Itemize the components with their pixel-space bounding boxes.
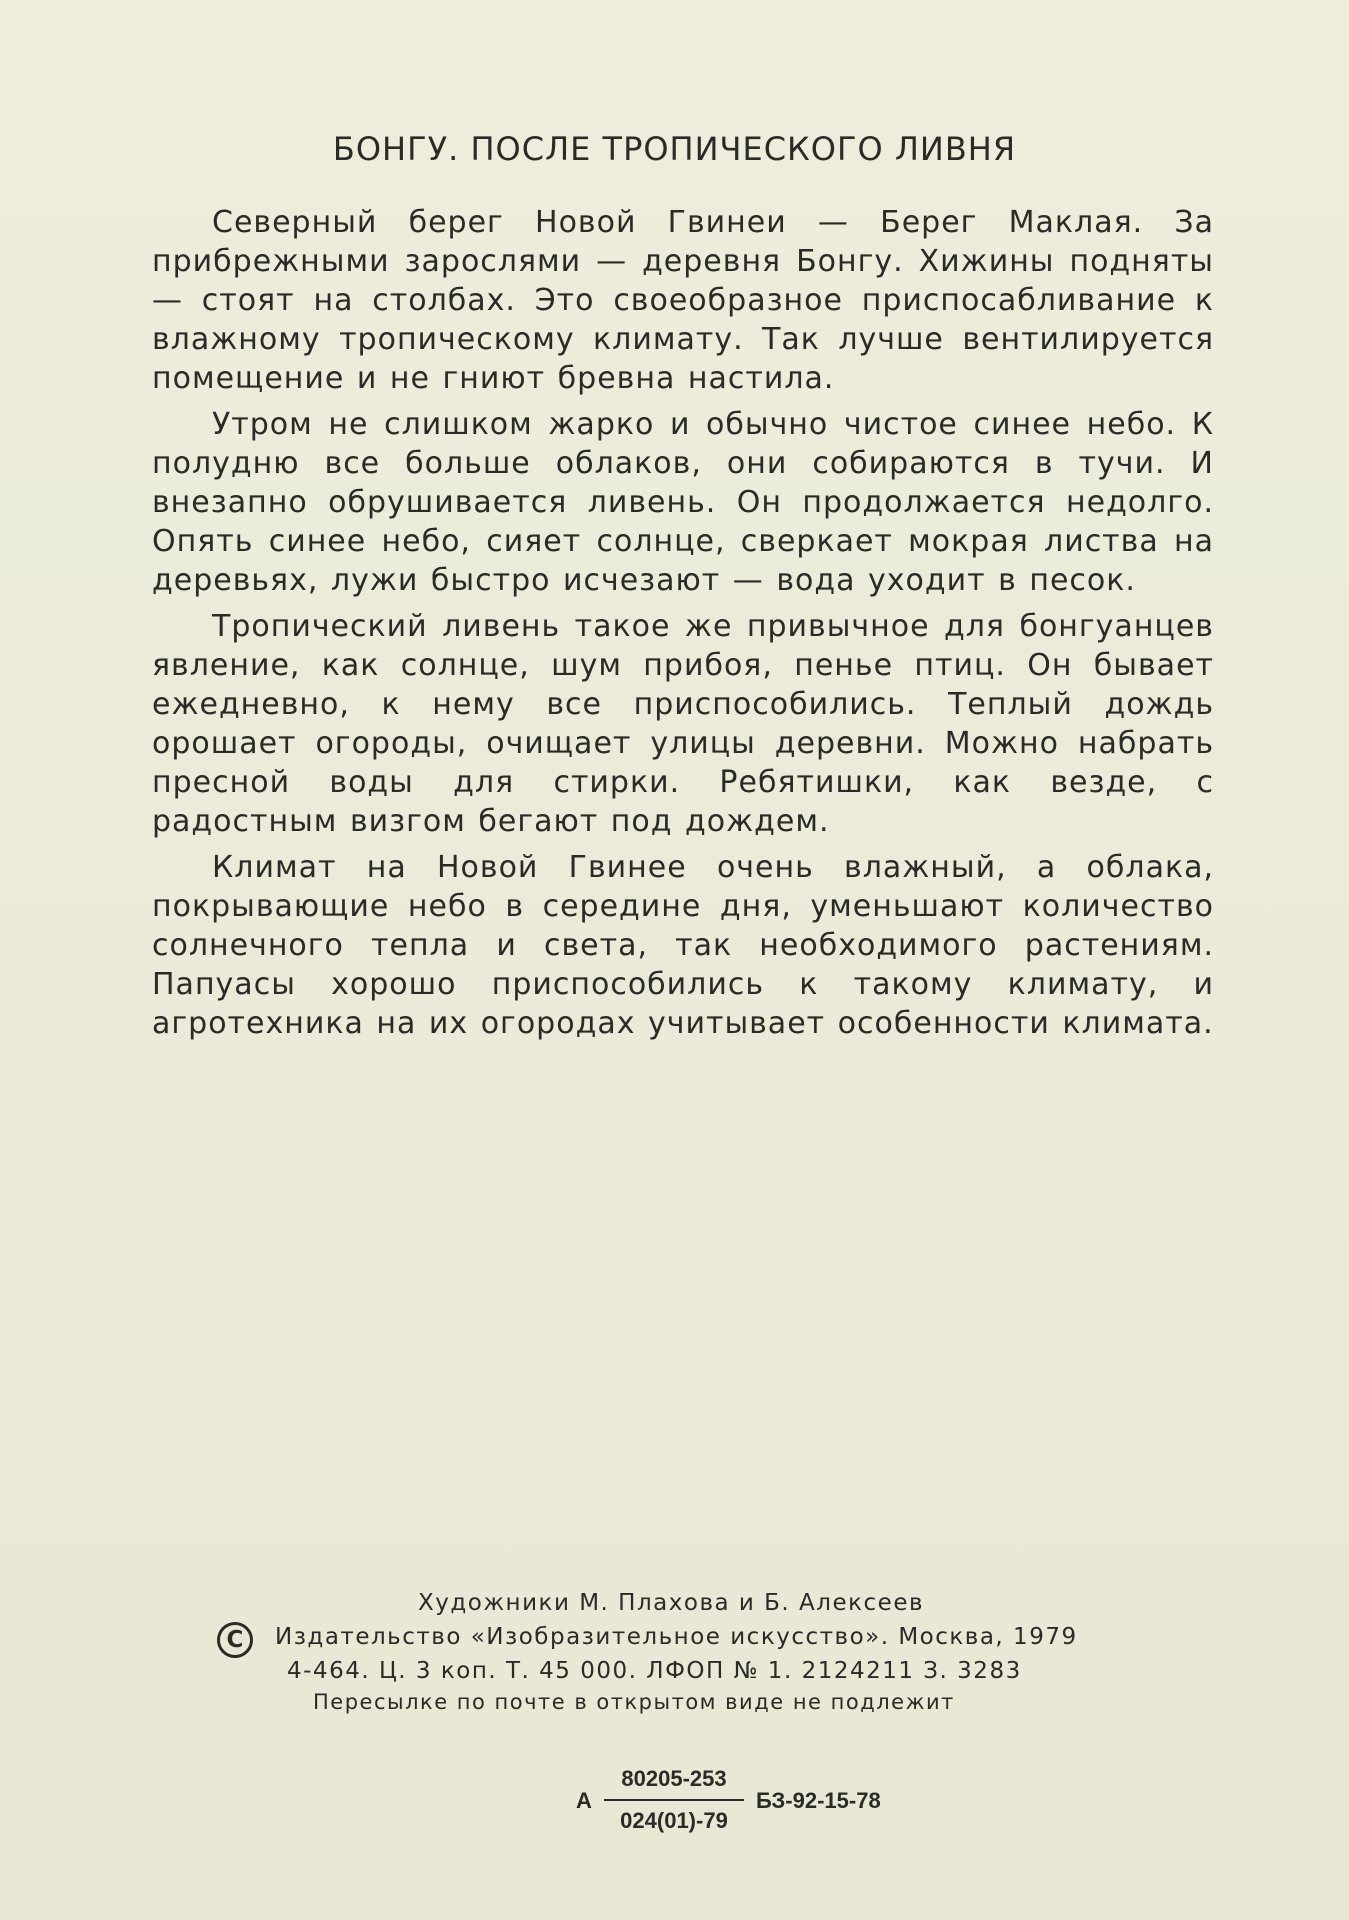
- paragraph-2: Утром не слишком жарко и обычно чистое синее небо. К полудню все больше облаков, они собираются в тучи. И внезапно обрушивается ливень. Он продолжается недолго. Опять синее небо, сияет солнце, сверкает мокрая листва на деревьях, лужи быстро исчезают — вода уходит в песок.: [152, 407, 1214, 598]
- publisher-line: Издательство «Изобразительное искусство». Москва, 1979: [275, 1624, 1078, 1650]
- page-title: БОНГУ. ПОСЛЕ ТРОПИЧЕСКОГО ЛИВНЯ: [332, 130, 1017, 168]
- paragraph-1: Северный берег Новой Гвинеи — Берег Маклая. За прибрежными зарослями — деревня Бонгу. Хижины подняты — стоят на столбах. Это своеобразное приспосабливание к влажному тропическому климату. Так лучше вентилируется помещение и не гниют бревна настила.: [152, 205, 1214, 396]
- paragraph-3: Тропический ливень такое же привычное для бонгуанцев явление, как солнце, шум прибоя, пенье птиц. Он бывает ежедневно, к нему все приспособились. Теплый дождь орошает огороды, очищает улицы деревни. Можно набрать пресной воды для стирки. Ребятишки, как везде, с радостным визгом бегают под дождем.: [152, 609, 1214, 839]
- catalog-code: [0, 1766, 1349, 1846]
- artists-credit: Художники М. Плахова и Б. Алексеев: [418, 1590, 925, 1616]
- catalog-code-denominator: 024(01)-79: [620, 1808, 728, 1833]
- article-body: [152, 203, 1214, 1043]
- print-info-line: 4-464. Ц. 3 коп. Т. 45 000. ЛФОП № 1. 2124211 З. 3283: [287, 1658, 1022, 1684]
- copyright-icon: C: [217, 1622, 253, 1658]
- postal-note: Пересылке по почте в открытом виде не подлежит: [313, 1690, 955, 1714]
- fraction-bar: [604, 1799, 744, 1801]
- catalog-code-numerator: 80205-253: [621, 1766, 727, 1791]
- catalog-code-suffix: БЗ-92-15-78: [756, 1788, 881, 1813]
- catalog-code-letter: А: [576, 1788, 592, 1813]
- paragraph-4: Климат на Новой Гвинее очень влажный, а облака, покрывающие небо в середине дня, уменьшают количество солнечного тепла и света, так необходимого растениям. Папуасы хорошо приспособились к такому климату, и агротехника на их огородах учитывает особенности климата.: [152, 850, 1214, 1041]
